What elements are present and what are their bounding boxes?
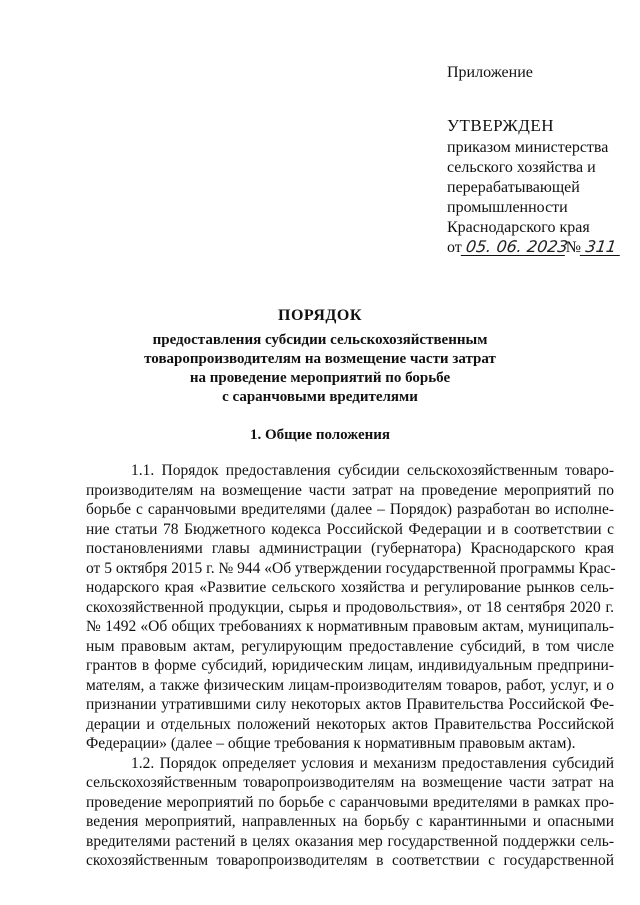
title-line: предоставления субсидии сельскохозяйственным [152, 332, 488, 348]
approved-line: сельского хозяйства и [447, 159, 596, 176]
body-line: ведения мероприятий, направленных на борьбу с карантинными и опасными [86, 813, 614, 830]
approved-line: приказом министерства [447, 139, 609, 156]
document-title [130, 306, 510, 407]
approval-block [447, 116, 627, 258]
body-line: № 1492 «Об общих требованиях к нормативным правовым актам, муниципаль- [86, 618, 614, 635]
body-line: борьбе с саранчовыми вредителями (далее – Порядок) разработан во исполне- [86, 501, 614, 518]
body-line: от 5 октября 2015 г. № 944 «Об утверждении государственной программы Крас- [86, 559, 616, 577]
approved-line: промышленности [447, 199, 568, 216]
date-number-line [447, 238, 627, 258]
title-line: товаропроизводителям на возмещение части затрат [144, 351, 496, 367]
body-line: вредителями растений в целях оказания мер государственной поддержки сель- [86, 832, 614, 850]
body-line: скохозяйственным товаропроизводителям в соответствии с государственной [86, 852, 614, 869]
title-main: ПОРЯДОК [278, 307, 362, 324]
body-line: грантов в форме субсидий, юридическим лицам, индивидуальным предприни- [86, 657, 614, 674]
body-line: признании утратившими силу некоторых актов Правительства Российской Фе- [86, 696, 614, 713]
body-line: дерации и отдельных положений некоторых актов Правительства Российской [86, 715, 614, 733]
body-line: скохозяйственной продукции, сырья и продовольствия», от 18 сентября 2020 г. [86, 598, 614, 616]
body-line: сельскохозяйственным товаропроизводителям на возмещение части затрат на [86, 774, 614, 791]
title-line: с саранчовыми вредителями [222, 389, 418, 405]
date-prefix: от [447, 239, 462, 256]
title-line: на проведение мероприятий по борьбе [189, 370, 451, 386]
body-line: проведение мероприятий по борьбе с саранчовыми вредителями в рамках про- [86, 793, 614, 811]
body-line: производителям на возмещение части затрат на проведение мероприятий по [86, 481, 614, 499]
section-heading: 1. Общие положения [249, 427, 391, 443]
body-line: Федерации» (далее – общие требования к нормативным правовым актам). [86, 735, 576, 752]
body-line: мателям, а также физическим лицам-производителям товаров, работ, услуг, и о [86, 676, 614, 694]
body-line: постановлениями главы администрации (губернатора) Краснодарского края [86, 540, 614, 557]
approved-line: перерабатывающей [447, 179, 580, 196]
approved-line: Краснодарского края [447, 219, 590, 236]
body-line: 1.2. Порядок определяет условия и механизм предоставления субсидий [131, 754, 614, 772]
approved-title: УТВЕРЖДЕН [447, 116, 554, 135]
body-line: ным правовым актам, регулирующим предоставление субсидий, в том числе [86, 637, 614, 655]
body-line: нодарского края «Развитие сельского хозяйства и регулирование рынков сель- [86, 579, 614, 596]
body-line: 1.1. Порядок предоставления субсидии сельскохозяйственным товаро- [131, 462, 614, 479]
appendix-label: Приложение [447, 64, 533, 81]
handwritten-number: 311 [580, 238, 623, 256]
number-prefix: № [565, 239, 582, 256]
handwritten-date: 05. 06. 2023 [461, 238, 568, 256]
body-line: ние статьи 78 Бюджетного кодекса Российской Федерации и в соответствии с [86, 520, 614, 538]
body-text [86, 461, 614, 871]
